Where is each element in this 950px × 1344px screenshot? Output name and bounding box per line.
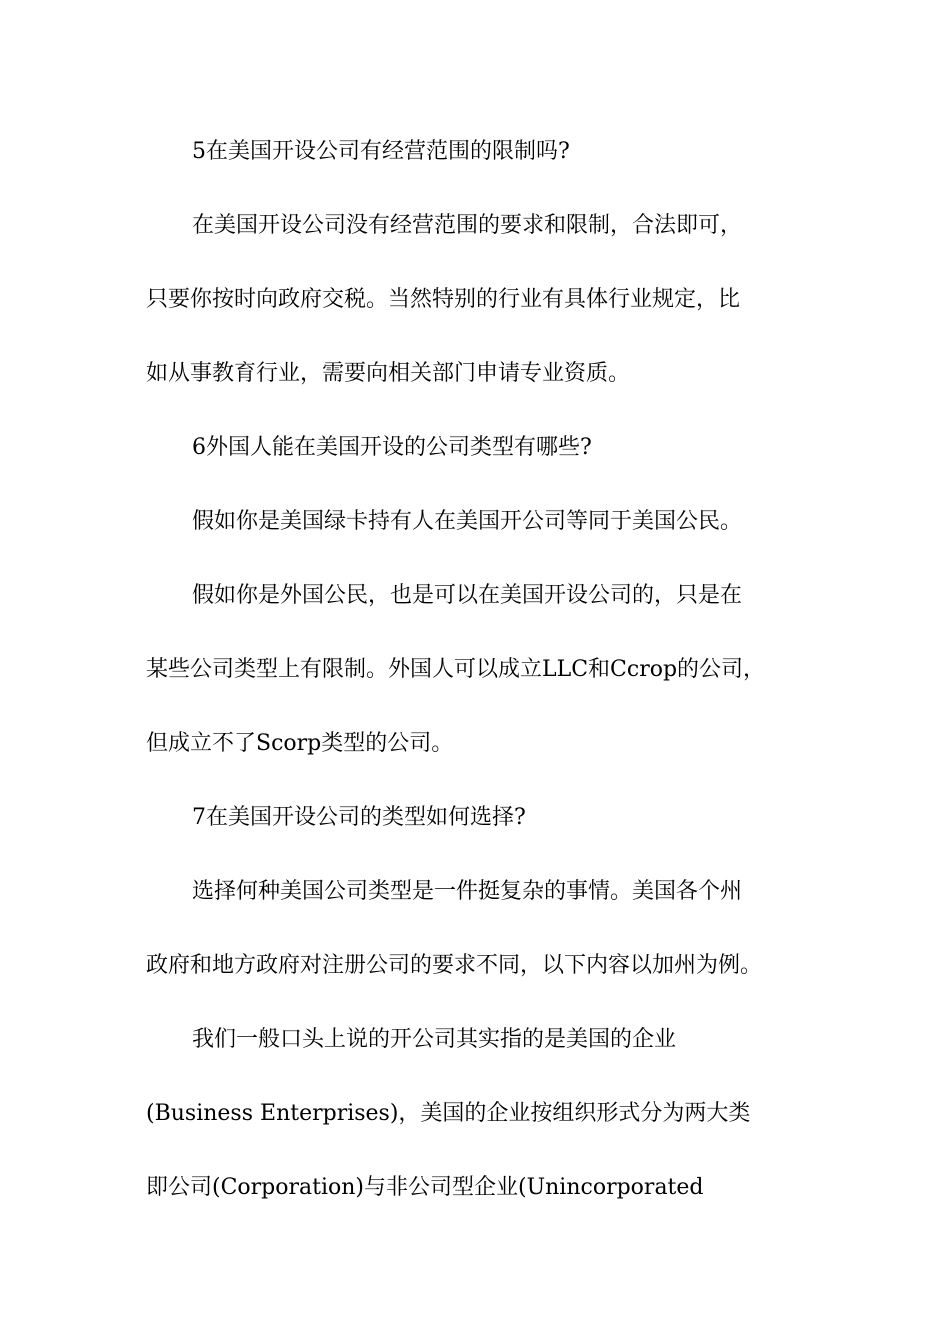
paragraph-line: 假如你是外国公民，也是可以在美国开设公司的，只是在 [192,583,743,608]
paragraph-line: 我们一般口头上说的开公司其实指的是美国的企业 [192,1027,677,1052]
paragraph-line: (Business Enterprises)，美国的企业按组织形式分为两大类 [146,1101,751,1126]
paragraph-line: 在美国开设公司没有经营范围的要求和限制，合法即可， [192,213,743,238]
paragraph-line: 如从事教育行业，需要向相关部门申请专业资质。 [146,361,631,386]
paragraph-line: 但成立不了Scorp类型的公司。 [146,731,454,756]
document-body [146,132,808,1242]
paragraph-line: 选择何种美国公司类型是一件挺复杂的事情。美国各个州 [192,879,743,904]
paragraph-line: 只要你按时向政府交税。当然特别的行业有具体行业规定，比 [146,287,741,312]
question-6-heading: 6外国人能在美国开设的公司类型有哪些? [192,435,592,460]
paragraph-line: 政府和地方政府对注册公司的要求不同，以下内容以加州为例。 [146,953,763,978]
question-5-heading: 5在美国开设公司有经营范围的限制吗? [192,139,570,164]
question-7-heading: 7在美国开设公司的类型如何选择? [192,805,526,830]
paragraph-line: 即公司(Corporation)与非公司型企业(Unincorporated [146,1175,704,1200]
paragraph-line: 假如你是美国绿卡持有人在美国开公司等同于美国公民。 [192,509,743,534]
paragraph-line: 某些公司类型上有限制。外国人可以成立LLC和Ccrop的公司， [146,657,766,682]
